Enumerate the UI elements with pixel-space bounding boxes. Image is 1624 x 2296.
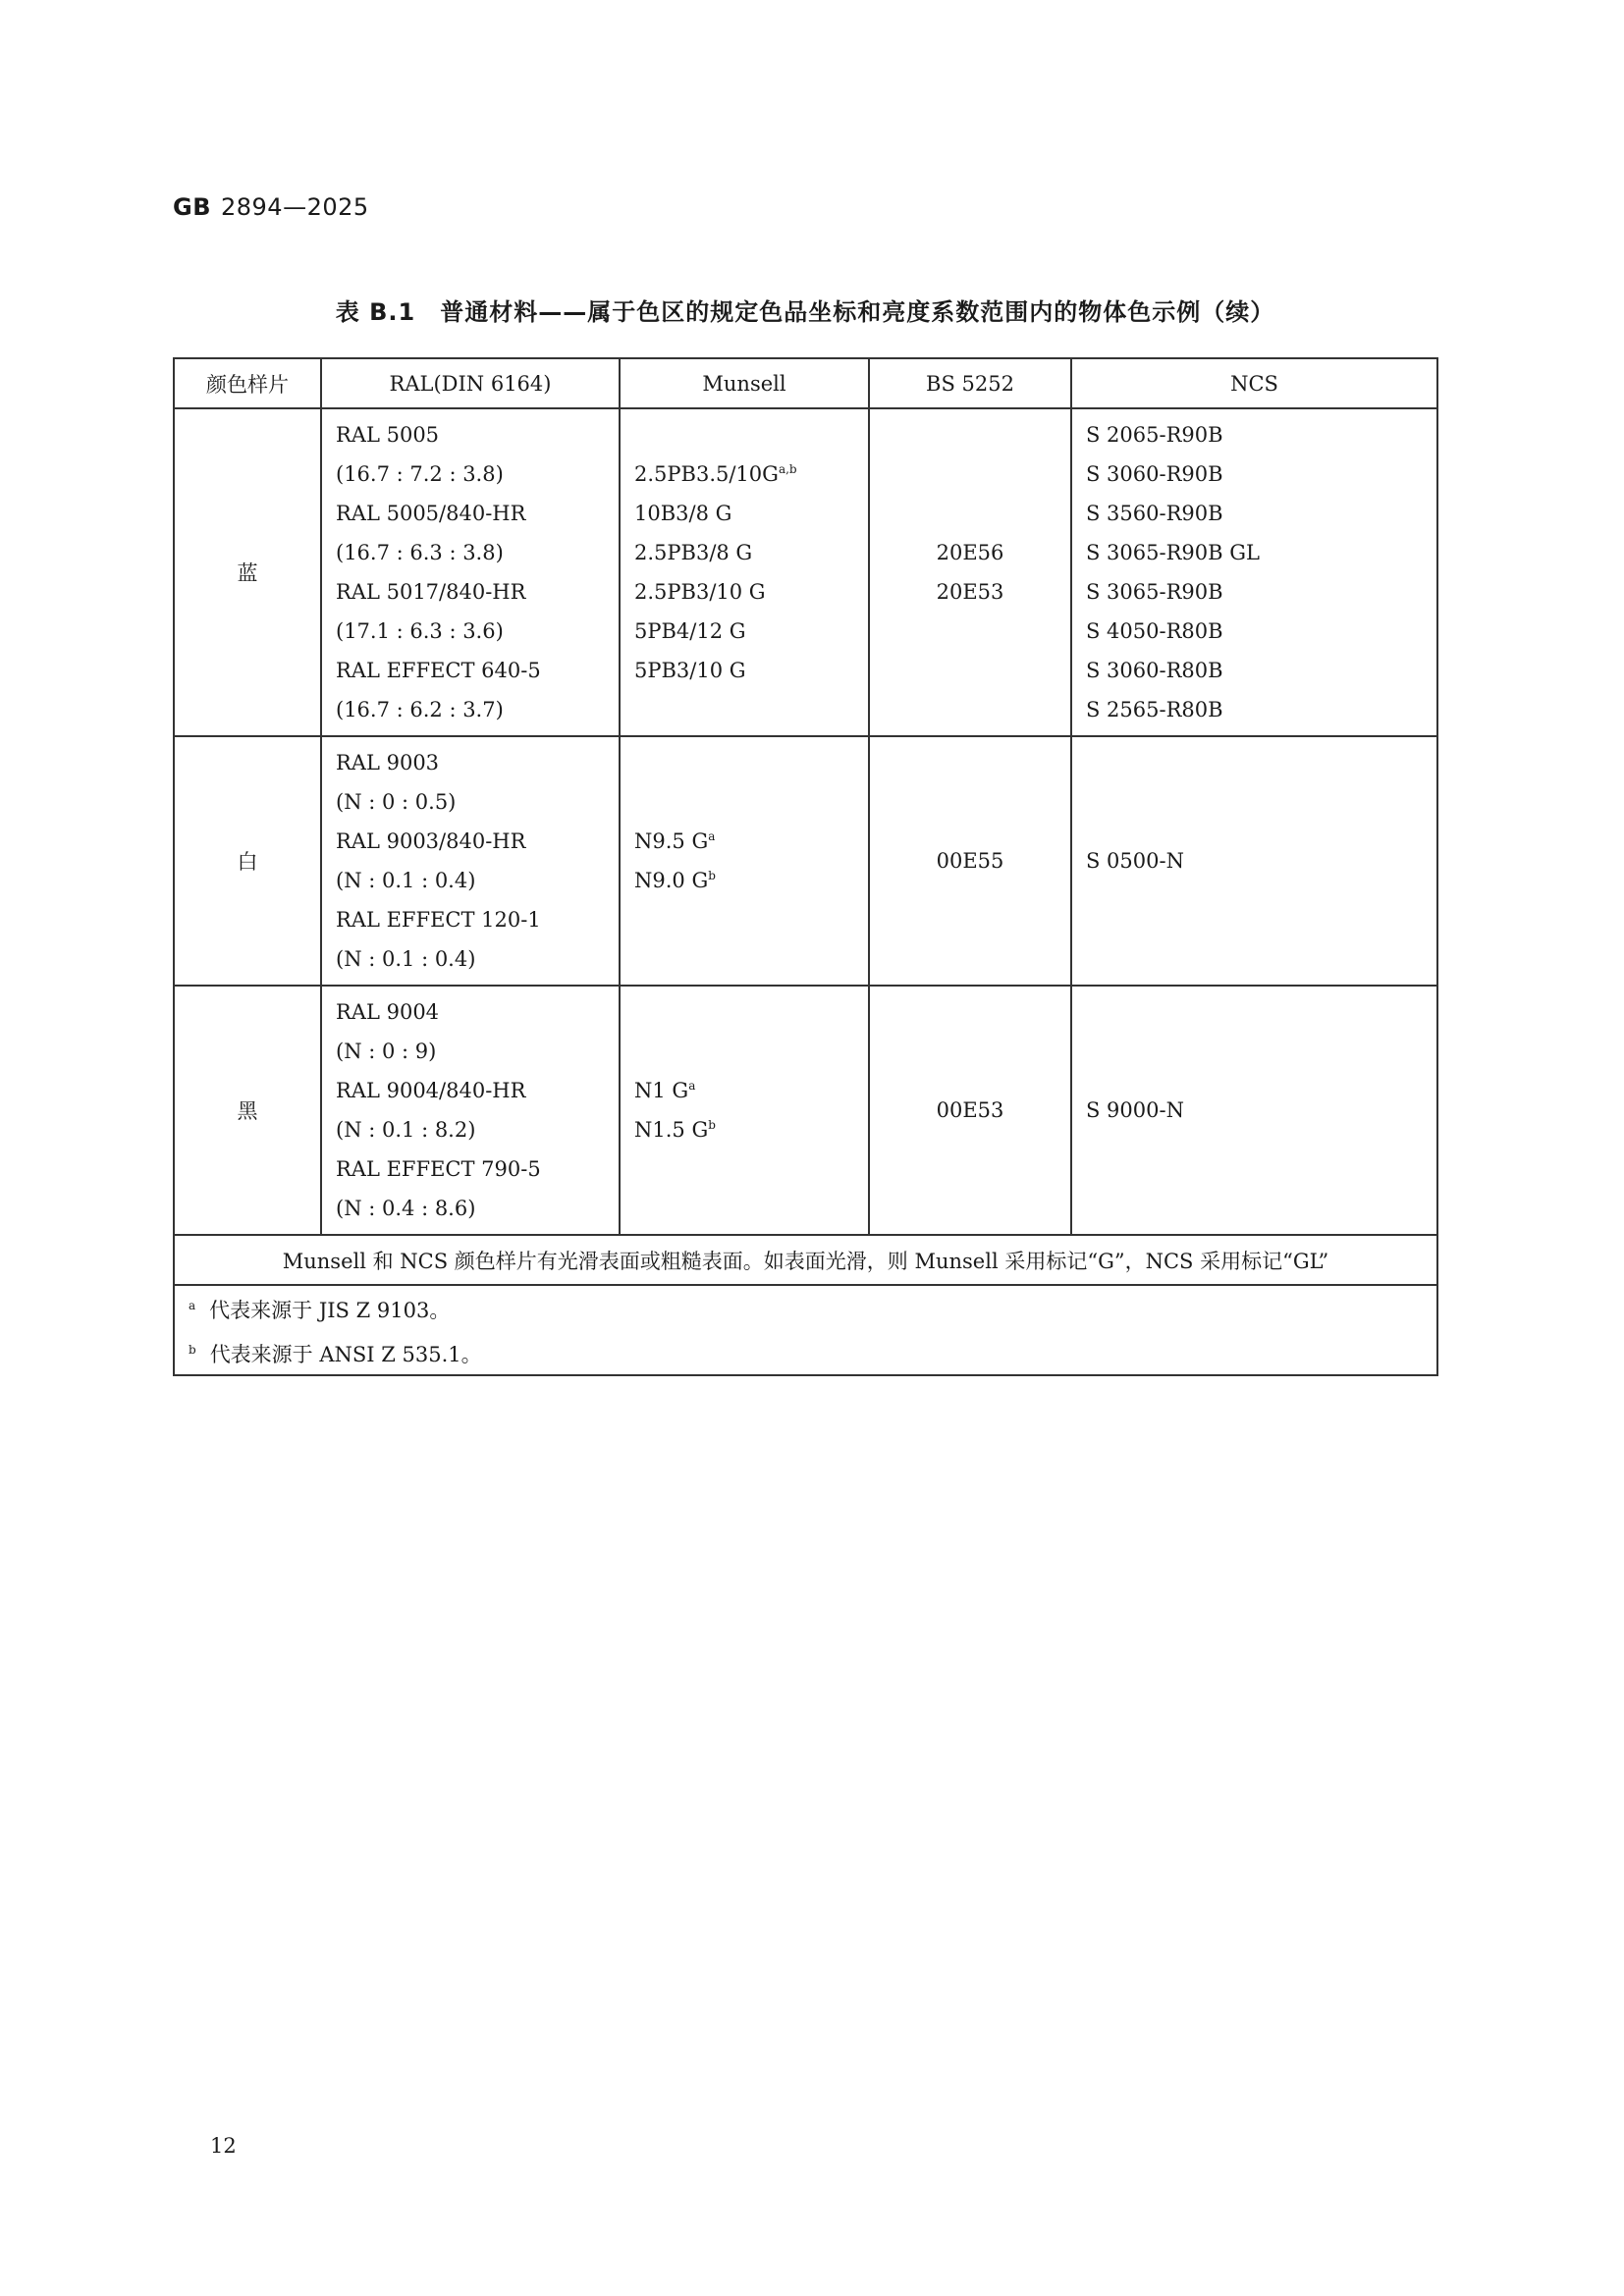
column-header-ncs: NCS [1071,358,1437,408]
column-header-color-sample: 颜色样片 [174,358,321,408]
color-sample-cell: 白 [174,736,321,986]
ral-line: (N : 0.1 : 0.4) [336,869,476,892]
doc-number: 2894—2025 [221,193,369,221]
ncs-line: S 2565-R80B [1086,698,1223,721]
ral-line: RAL 5017/840-HR [336,580,526,604]
ral-line: RAL 9004 [336,1000,440,1024]
bs-line: 20E53 [936,580,1004,604]
ncs-line: S 2065-R90B [1086,423,1223,447]
munsell-line: 2.5PB3/8 G [634,541,753,564]
ral-line: RAL 5005 [336,423,440,447]
ral-line: (N : 0 : 0.5) [336,790,457,814]
footnote-b [189,1330,1423,1374]
footnotes [174,1285,1437,1375]
ncs-line: S 3065-R90B [1086,580,1223,604]
ral-cell [321,408,620,736]
bs-line: 00E53 [936,1098,1004,1122]
column-header-munsell: Munsell [620,358,869,408]
bs-line: 00E55 [936,849,1004,873]
ral-line: RAL 5005/840-HR [336,502,526,525]
munsell-cell [620,736,869,986]
munsell-line: N1.5 $G^b$ [634,1118,716,1142]
ral-line: (N : 0.4 : 8.6) [336,1197,476,1220]
ncs-cell [1071,408,1437,736]
ncs-line: S 3065-R90B GL [1086,541,1260,564]
column-header-bs: BS 5252 [869,358,1071,408]
ral-line: (N : 0 : 9) [336,1040,437,1063]
ncs-line: S 4050-R80B [1086,619,1223,643]
footnote-mark: b [189,1343,196,1357]
ncs-line: S 3560-R90B [1086,502,1223,525]
munsell-line: $2.5PB3.5/10G^{a,b}$ [634,462,797,486]
ral-line: RAL 9004/840-HR [336,1079,526,1102]
color-spec-table [173,357,1438,1376]
ral-line: (16.7 : 6.3 : 3.8) [336,541,504,564]
ncs-cell [1071,736,1437,986]
ral-line: (17.1 : 6.3 : 3.6) [336,619,504,643]
page-number: 12 [210,2134,237,2158]
document-number [173,193,369,221]
color-sample-cell: 蓝 [174,408,321,736]
munsell-line: 10B3/8 G [634,502,732,525]
ncs-line: S 3060-R90B [1086,462,1223,486]
ncs-cell [1071,986,1437,1235]
bs-cell [869,408,1071,736]
ral-cell [321,986,620,1235]
ral-line: (N : 0.1 : 0.4) [336,947,476,971]
bs-line: 20E56 [936,541,1004,564]
ral-line: (16.7 : 7.2 : 3.8) [336,462,504,486]
doc-prefix: GB [173,193,211,221]
munsell-line: N1 $G^a$ [634,1079,696,1102]
munsell-line: N9.0 $G^b$ [634,869,716,892]
column-header-ral: RAL(DIN 6164) [321,358,620,408]
table-row [174,986,1437,1235]
footnote-row [174,1285,1437,1375]
munsell-line: 2.5PB3/10 G [634,580,766,604]
munsell-line: N9.5 $G^a$ [634,829,716,853]
ral-line: RAL EFFECT 120-1 [336,908,541,932]
bs-cell [869,986,1071,1235]
table-note-row [174,1235,1437,1285]
munsell-cell [620,986,869,1235]
ral-line: (N : 0.1 : 8.2) [336,1118,476,1142]
ncs-line: S 9000-N [1086,1098,1184,1122]
footnote-text: 代表来源于 ANSI Z 535.1。 [209,1343,482,1366]
table-row [174,736,1437,986]
ral-line: RAL EFFECT 790-5 [336,1157,541,1181]
ral-line: RAL 9003/840-HR [336,829,526,853]
table-note: Munsell 和 NCS 颜色样片有光滑表面或粗糙表面。如表面光滑，则 Munsell 采用标记“G”，NCS 采用标记“GL” [174,1235,1437,1285]
footnote-mark: a [189,1299,196,1312]
ral-cell [321,736,620,986]
ncs-line: S 3060-R80B [1086,659,1223,682]
ral-line: (16.7 : 6.2 : 3.7) [336,698,504,721]
ncs-line: S 0500-N [1086,849,1184,873]
footnote-text: 代表来源于 JIS Z 9103。 [209,1299,451,1322]
table-title: 表 B.1 普通材料——属于色区的规定色品坐标和亮度系数范围内的物体色示例（续） [335,298,1275,326]
munsell-line: 5PB4/12 G [634,619,746,643]
color-sample-cell: 黑 [174,986,321,1235]
ral-line: RAL 9003 [336,751,440,774]
footnote-a [189,1286,1423,1330]
munsell-line: 5PB3/10 G [634,659,746,682]
table-row [174,408,1437,736]
munsell-cell [620,408,869,736]
ral-line: RAL EFFECT 640-5 [336,659,541,682]
table-header-row [174,358,1437,408]
bs-cell [869,736,1071,986]
